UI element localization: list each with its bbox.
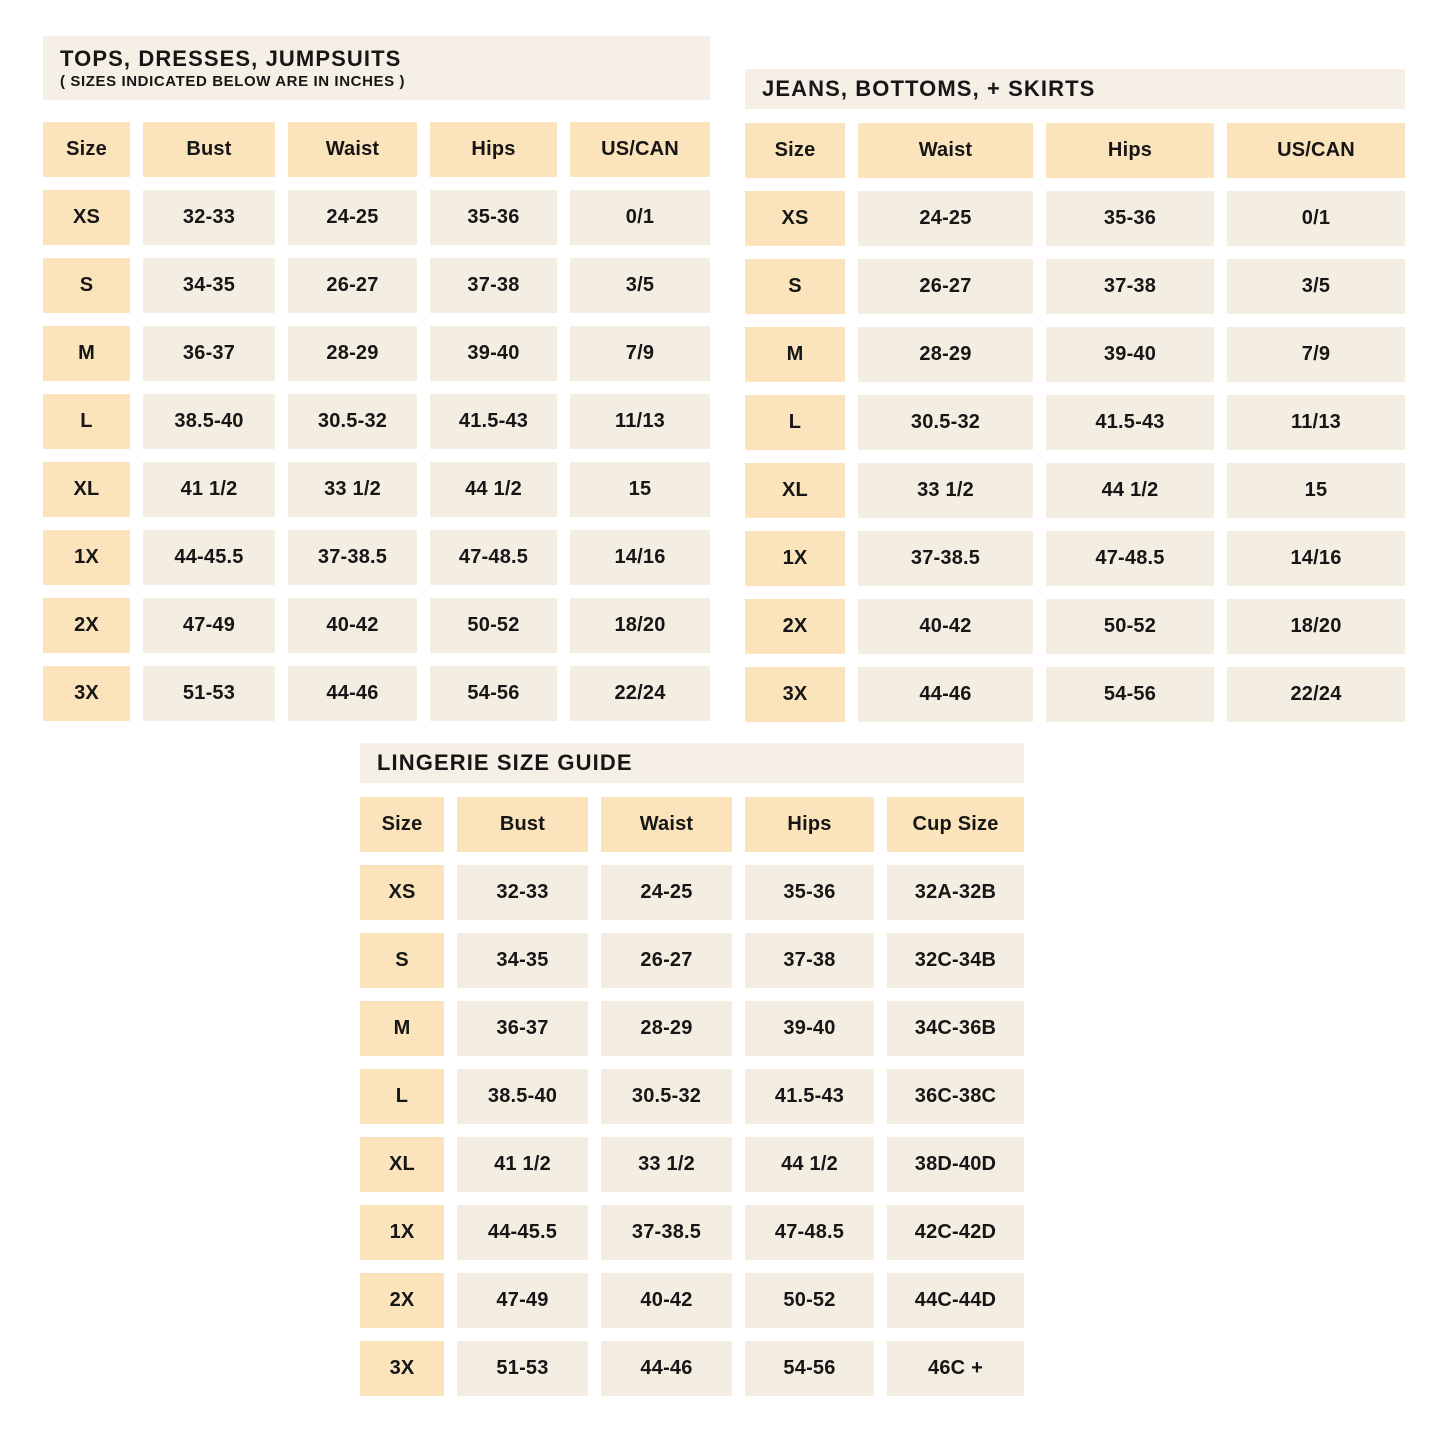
jeans-size-label-2x: 2X (745, 599, 845, 654)
tops-cell-2x-waist: 40-42 (288, 598, 417, 653)
lingerie-cell-l-bust: 38.5-40 (457, 1069, 588, 1124)
tops-cell-3x-us-can: 22/24 (570, 666, 710, 721)
lingerie-cell-l-hips: 41.5-43 (745, 1069, 874, 1124)
tops-header-us-can: US/CAN (570, 122, 710, 177)
tops-cell-s-waist: 26-27 (288, 258, 417, 313)
lingerie-cell-2x-hips: 50-52 (745, 1273, 874, 1328)
lingerie-cell-m-bust: 36-37 (457, 1001, 588, 1056)
lingerie-cell-xl-cup-size: 38D-40D (887, 1137, 1024, 1192)
lingerie-size-label-m: M (360, 1001, 444, 1056)
tops-size-label-xl: XL (43, 462, 130, 517)
jeans-table-grid (745, 123, 1405, 722)
tops-cell-xs-waist: 24-25 (288, 190, 417, 245)
jeans-cell-l-us-can: 11/13 (1227, 395, 1405, 450)
lingerie-cell-3x-hips: 54-56 (745, 1341, 874, 1396)
jeans-cell-xl-hips: 44 1/2 (1046, 463, 1214, 518)
lingerie-cell-s-cup-size: 32C-34B (887, 933, 1024, 988)
lingerie-cell-s-waist: 26-27 (601, 933, 732, 988)
tops-cell-l-bust: 38.5-40 (143, 394, 275, 449)
tops-size-label-s: S (43, 258, 130, 313)
tops-table-subtitle: ( SIZES INDICATED BELOW ARE IN INCHES ) (60, 73, 406, 90)
lingerie-cell-2x-cup-size: 44C-44D (887, 1273, 1024, 1328)
jeans-cell-xs-hips: 35-36 (1046, 191, 1214, 246)
jeans-cell-l-waist: 30.5-32 (858, 395, 1033, 450)
lingerie-cell-2x-bust: 47-49 (457, 1273, 588, 1328)
lingerie-size-label-xl: XL (360, 1137, 444, 1192)
tops-cell-l-waist: 30.5-32 (288, 394, 417, 449)
jeans-size-label-l: L (745, 395, 845, 450)
jeans-cell-2x-us-can: 18/20 (1227, 599, 1405, 654)
lingerie-header-bust: Bust (457, 797, 588, 852)
lingerie-cell-1x-cup-size: 42C-42D (887, 1205, 1024, 1260)
jeans-cell-xl-waist: 33 1/2 (858, 463, 1033, 518)
lingerie-cell-3x-cup-size: 46C + (887, 1341, 1024, 1396)
jeans-table-title-bar (745, 69, 1405, 109)
tops-cell-m-bust: 36-37 (143, 326, 275, 381)
tops-size-label-3x: 3X (43, 666, 130, 721)
lingerie-cell-3x-bust: 51-53 (457, 1341, 588, 1396)
jeans-cell-s-waist: 26-27 (858, 259, 1033, 314)
lingerie-cell-xs-bust: 32-33 (457, 865, 588, 920)
lingerie-cell-xs-waist: 24-25 (601, 865, 732, 920)
jeans-cell-2x-waist: 40-42 (858, 599, 1033, 654)
lingerie-cell-m-waist: 28-29 (601, 1001, 732, 1056)
tops-size-label-1x: 1X (43, 530, 130, 585)
lingerie-header-hips: Hips (745, 797, 874, 852)
jeans-cell-3x-us-can: 22/24 (1227, 667, 1405, 722)
lingerie-header-cup-size: Cup Size (887, 797, 1024, 852)
tops-cell-2x-bust: 47-49 (143, 598, 275, 653)
jeans-cell-3x-hips: 54-56 (1046, 667, 1214, 722)
tops-cell-xl-waist: 33 1/2 (288, 462, 417, 517)
tops-cell-1x-waist: 37-38.5 (288, 530, 417, 585)
lingerie-cell-xs-hips: 35-36 (745, 865, 874, 920)
tops-cell-m-us-can: 7/9 (570, 326, 710, 381)
jeans-size-label-xs: XS (745, 191, 845, 246)
tops-cell-xl-bust: 41 1/2 (143, 462, 275, 517)
tops-dresses-jumpsuits-table (43, 36, 710, 721)
tops-cell-2x-hips: 50-52 (430, 598, 557, 653)
tops-cell-s-hips: 37-38 (430, 258, 557, 313)
jeans-cell-3x-waist: 44-46 (858, 667, 1033, 722)
lingerie-cell-m-cup-size: 34C-36B (887, 1001, 1024, 1056)
lingerie-table-grid (360, 797, 1024, 1396)
jeans-cell-2x-hips: 50-52 (1046, 599, 1214, 654)
lingerie-size-label-l: L (360, 1069, 444, 1124)
tops-header-size: Size (43, 122, 130, 177)
tops-cell-1x-hips: 47-48.5 (430, 530, 557, 585)
tops-cell-xl-us-can: 15 (570, 462, 710, 517)
lingerie-size-label-3x: 3X (360, 1341, 444, 1396)
tops-size-label-xs: XS (43, 190, 130, 245)
tops-cell-l-us-can: 11/13 (570, 394, 710, 449)
tops-cell-xs-us-can: 0/1 (570, 190, 710, 245)
jeans-header-us-can: US/CAN (1227, 123, 1405, 178)
lingerie-cell-l-cup-size: 36C-38C (887, 1069, 1024, 1124)
jeans-bottoms-skirts-table (745, 69, 1405, 722)
jeans-cell-xs-waist: 24-25 (858, 191, 1033, 246)
jeans-header-hips: Hips (1046, 123, 1214, 178)
tops-header-bust: Bust (143, 122, 275, 177)
lingerie-table-title: LINGERIE SIZE GUIDE (377, 750, 633, 776)
lingerie-cell-s-hips: 37-38 (745, 933, 874, 988)
lingerie-cell-2x-waist: 40-42 (601, 1273, 732, 1328)
jeans-cell-1x-us-can: 14/16 (1227, 531, 1405, 586)
jeans-header-waist: Waist (858, 123, 1033, 178)
tops-cell-xs-bust: 32-33 (143, 190, 275, 245)
tops-size-label-l: L (43, 394, 130, 449)
tops-cell-m-waist: 28-29 (288, 326, 417, 381)
lingerie-header-waist: Waist (601, 797, 732, 852)
lingerie-size-guide-table (360, 743, 1024, 1396)
jeans-cell-xl-us-can: 15 (1227, 463, 1405, 518)
tops-size-label-m: M (43, 326, 130, 381)
tops-table-grid (43, 122, 710, 721)
tops-table-title: TOPS, DRESSES, JUMPSUITS (60, 45, 402, 71)
jeans-size-label-xl: XL (745, 463, 845, 518)
jeans-size-label-m: M (745, 327, 845, 382)
tops-table-title-bar (43, 36, 710, 100)
lingerie-size-label-s: S (360, 933, 444, 988)
tops-cell-m-hips: 39-40 (430, 326, 557, 381)
lingerie-cell-1x-hips: 47-48.5 (745, 1205, 874, 1260)
tops-cell-3x-waist: 44-46 (288, 666, 417, 721)
lingerie-cell-xl-hips: 44 1/2 (745, 1137, 874, 1192)
jeans-cell-s-hips: 37-38 (1046, 259, 1214, 314)
tops-cell-3x-bust: 51-53 (143, 666, 275, 721)
jeans-cell-1x-hips: 47-48.5 (1046, 531, 1214, 586)
lingerie-cell-3x-waist: 44-46 (601, 1341, 732, 1396)
tops-cell-xs-hips: 35-36 (430, 190, 557, 245)
lingerie-cell-xs-cup-size: 32A-32B (887, 865, 1024, 920)
lingerie-size-label-xs: XS (360, 865, 444, 920)
tops-cell-2x-us-can: 18/20 (570, 598, 710, 653)
tops-cell-1x-bust: 44-45.5 (143, 530, 275, 585)
jeans-size-label-3x: 3X (745, 667, 845, 722)
tops-size-label-2x: 2X (43, 598, 130, 653)
lingerie-cell-m-hips: 39-40 (745, 1001, 874, 1056)
lingerie-size-label-2x: 2X (360, 1273, 444, 1328)
lingerie-cell-xl-waist: 33 1/2 (601, 1137, 732, 1192)
lingerie-cell-s-bust: 34-35 (457, 933, 588, 988)
jeans-cell-l-hips: 41.5-43 (1046, 395, 1214, 450)
jeans-cell-s-us-can: 3/5 (1227, 259, 1405, 314)
jeans-size-label-s: S (745, 259, 845, 314)
tops-cell-s-bust: 34-35 (143, 258, 275, 313)
lingerie-cell-1x-waist: 37-38.5 (601, 1205, 732, 1260)
jeans-size-label-1x: 1X (745, 531, 845, 586)
tops-cell-l-hips: 41.5-43 (430, 394, 557, 449)
lingerie-table-title-bar (360, 743, 1024, 783)
jeans-cell-m-hips: 39-40 (1046, 327, 1214, 382)
jeans-table-title: JEANS, BOTTOMS, + SKIRTS (762, 76, 1096, 102)
lingerie-cell-xl-bust: 41 1/2 (457, 1137, 588, 1192)
tops-cell-3x-hips: 54-56 (430, 666, 557, 721)
jeans-cell-m-us-can: 7/9 (1227, 327, 1405, 382)
tops-cell-xl-hips: 44 1/2 (430, 462, 557, 517)
tops-cell-1x-us-can: 14/16 (570, 530, 710, 585)
tops-header-waist: Waist (288, 122, 417, 177)
lingerie-cell-1x-bust: 44-45.5 (457, 1205, 588, 1260)
lingerie-cell-l-waist: 30.5-32 (601, 1069, 732, 1124)
lingerie-size-label-1x: 1X (360, 1205, 444, 1260)
jeans-cell-xs-us-can: 0/1 (1227, 191, 1405, 246)
jeans-header-size: Size (745, 123, 845, 178)
jeans-cell-1x-waist: 37-38.5 (858, 531, 1033, 586)
lingerie-header-size: Size (360, 797, 444, 852)
tops-cell-s-us-can: 3/5 (570, 258, 710, 313)
jeans-cell-m-waist: 28-29 (858, 327, 1033, 382)
tops-header-hips: Hips (430, 122, 557, 177)
